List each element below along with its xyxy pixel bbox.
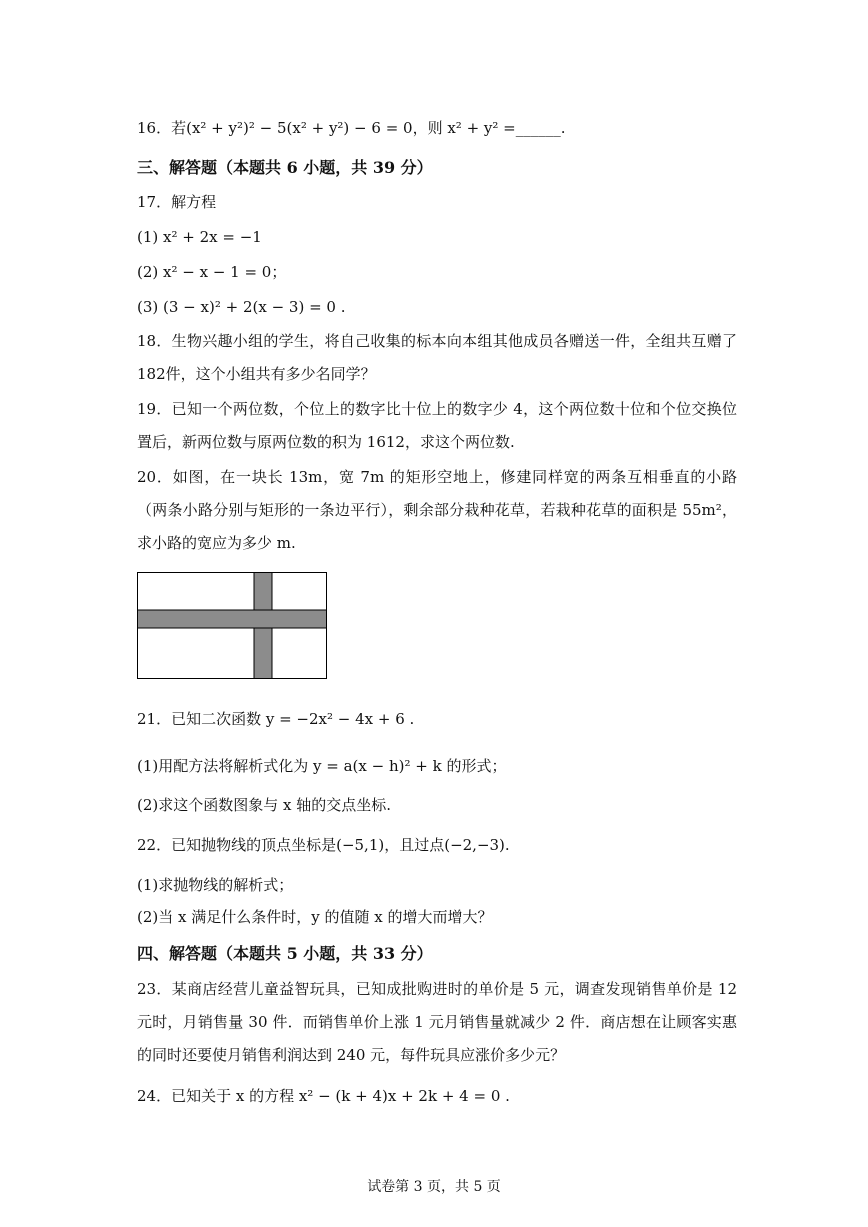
- section-3-heading: 三、解答题（本题共 6 小题，共 39 分）: [137, 158, 433, 177]
- question-17-part-3: (3) (3 − x)² + 2(x − 3) = 0 .: [137, 298, 346, 316]
- question-17-part-1: (1) x² + 2x = −1: [137, 228, 262, 246]
- page-footer: 试卷第 3 页，共 5 页: [367, 1179, 501, 1195]
- question-22-part-1: (1)求抛物线的解析式；: [137, 876, 294, 894]
- horizontal-path: [138, 610, 327, 628]
- question-21-title: 21．已知二次函数 y = −2x² − 4x + 6 .: [137, 710, 415, 728]
- path-crossing: [255, 611, 272, 628]
- question-19: 19．已知一个两位数，个位上的数字比十位上的数字少 4，这个两位数十位和个位交换位置后，新两位数与原两位数的积为 1612，求这个两位数.: [137, 400, 737, 451]
- question-21-part-1: (1)用配方法将解析式化为 y = a(x − h)² + k 的形式；: [137, 757, 507, 775]
- question-17-title: 17．解方程: [137, 193, 217, 211]
- question-23: 23．某商店经营儿童益智玩具，已知成批购进时的单价是 5 元，调查发现销售单价是 12 元时，月销售量 30 件．而销售单价上涨 1 元月销售量就减少 2 件．商店想在让顾客实惠的同时还要使月销售利润达到 240 元，每件玩具应涨价多少元？: [137, 980, 737, 1064]
- question-16: 16．若(x² + y²)² − 5(x² + y²) − 6 = 0，则 x² + y² =______.: [137, 119, 566, 137]
- question-18: 18．生物兴趣小组的学生，将自己收集的标本向本组其他成员各赠送一件，全组共互赠了182件，这个小组共有多少名同学？: [137, 332, 737, 383]
- question-22-title: 22．已知抛物线的顶点坐标是(−5,1)，且过点(−2,−3).: [137, 836, 510, 854]
- question-22-part-2: (2)当 x 满足什么条件时，y 的值随 x 的增大而增大？: [137, 908, 493, 926]
- question-21-part-2: (2)求这个函数图象与 x 轴的交点坐标.: [137, 796, 392, 814]
- section-4-heading: 四、解答题（本题共 5 小题，共 33 分）: [137, 944, 433, 963]
- question-17-part-2: (2) x² − x − 1 = 0；: [137, 263, 287, 281]
- question-24: 24．已知关于 x 的方程 x² − (k + 4)x + 2k + 4 = 0 .: [137, 1087, 510, 1105]
- question-20: 20．如图，在一块长 13m，宽 7m 的矩形空地上，修建同样宽的两条互相垂直的小路（两条小路分别与矩形的一条边平行），剩余部分栽种花草，若栽种花草的面积是 55m²，求小路的宽应为多少 m.: [137, 468, 737, 552]
- rectangle-paths-figure: [137, 572, 327, 679]
